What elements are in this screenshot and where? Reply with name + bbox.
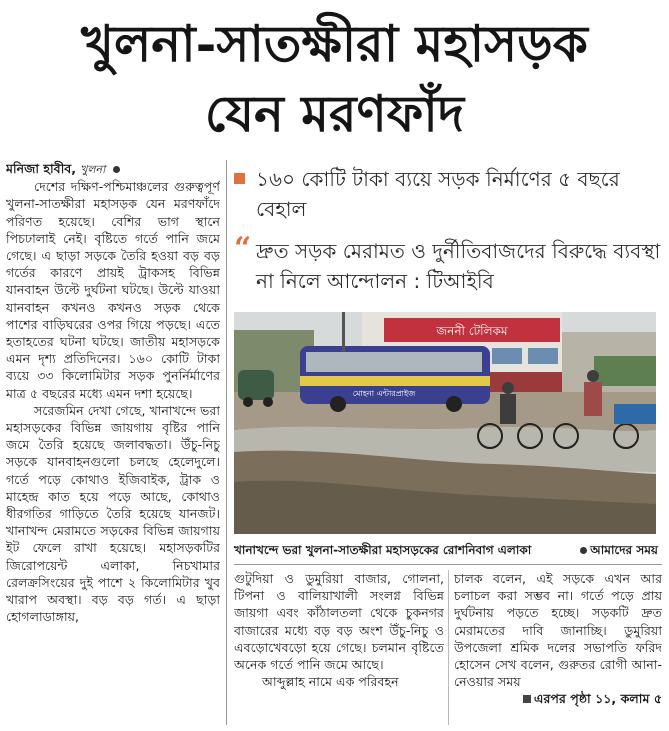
- byline-author: মনিজা হাবীব,: [6, 161, 77, 176]
- bus-text: মোহনা এন্টারপ্রাইজ: [352, 389, 416, 398]
- article-column-right: [454, 570, 662, 726]
- article-paragraph: সরেজমিন দেখা গেছে, খানাখন্দে ভরা মহাসড়কের বিভিন্ন জায়গায় বৃষ্টির পানি জমে তৈরি হয়েছে জলাবদ্ধতা। উঁচু-নিচু সড়কে যানবাহনগুলো চলছে হেলেদুলে। গর্তে পড়ে কোথাও ইজিবাইক, ট্রাক ও মাহেন্দ্র কাত হয়ে পড়ে আছে, কোথাও ধীরগতির গাড়িতে তৈরি হয়েছে যানজট। খানাখন্দ মেরামতে সড়কের বিভিন্ন জায়গায় ইট ফেলে রাখা হয়েছে। মহাসড়কটির জিরোপয়েন্ট এলাকা, নিচখামার রেলক্রসিংয়ের দুই পাশে ২ কিলোমিটার খুব খারাপ অবস্থা। বড় বড় গর্ত। এ ছাড়া হোগলাডাঙ্গায়,: [6, 402, 220, 625]
- jump-square-icon: [523, 695, 531, 703]
- news-photo: [234, 312, 656, 534]
- subheadline: [234, 231, 664, 296]
- article-paragraph: গুটুদিয়া ও ডুমুরিয়া বাজার, গোলনা, টিপনা ও বালিয়াখালী সংলগ্ন বিভিন্ন জায়গা এবং কাঁঠালতলা থেকে চুকনগর বাজারের মধ্যে বড় বড় অংশ উঁচু-নিচু ও এবড়োখেবড়ো হয়ে গেছে। চলমান বৃষ্টিতে অনেক গর্তে পানি জমে আছে।: [234, 571, 444, 673]
- article-column-left: [6, 160, 220, 726]
- byline-place: খুলনা: [80, 163, 106, 176]
- article-paragraph: চালক বলেন, এই সড়কে এখন আর চলাচল করা সম্ভব না। গর্তে পড়ে প্রায় দুর্ঘটনায় পড়তে হচ্ছে। সড়কটি দ্রুত মেরামতের দাবি জানাচ্ছি। ডুমুরিয়া উপজেলা শ্রমিক দলের সভাপতি ফরিদ হোসেন সেখ বলেন, গুরুতর রোগী আনা-নেওয়ার সময়: [454, 571, 662, 690]
- photo-caption: [234, 541, 662, 559]
- square-bullet-icon: [234, 173, 245, 184]
- column-divider: [226, 160, 227, 725]
- article-paragraph: দেশের দক্ষিণ-পশ্চিমাঞ্চলের গুরুত্বপূর্ণ খুলনা-সাতক্ষীরা মহাসড়ক যেন মরণফাঁদে পরিণত হয়েছে। বেশির ভাগ স্থানে পিচঢালাই নেই। বৃষ্টিতে গর্তে পানি জমে গেছে। এ ছাড়া সড়কে তৈরি হওয়া বড় বড় গর্তের কারণে প্রায়ই ট্রাকসহ বিভিন্ন যানবাহন উল্টে দুর্ঘটনা ঘটছে। উল্টে যাওয়া যানবাহন কখনও কখনও সড়ক থেকে পাশের বাড়িঘরের ওপর গিয়ে পড়ছে। এতে হতাহতের ঘটনা ঘটছে। জাতীয় মহাসড়কে এমন দৃশ্য প্রতিদিনের। ১৬০ কোটি টাকা ব্যয়ে ৩৩ কিলোমিটার সড়ক পুনর্নির্মাণের মাত্র ৫ বছরের মধ্যে এমন দশা হয়েছে।: [6, 179, 220, 401]
- subheadline: [234, 164, 664, 224]
- headline-line-2: যেন মরণফাঁদ: [204, 84, 465, 143]
- photo-credit: [580, 541, 658, 559]
- shop-sign-text: জননী টেলিকম: [436, 324, 508, 338]
- credit-bullet-icon: [580, 547, 587, 554]
- byline-bullet-icon: [113, 166, 120, 173]
- subheadline-text: ১৬০ কোটি টাকা ব্যয়ে সড়ক নির্মাণের ৫ বছরে বেহাল: [256, 167, 620, 221]
- credit-text: আমাদের সময়: [590, 543, 658, 557]
- jump-text: এরপর পৃষ্ঠা ১১, কলাম ৫: [533, 691, 662, 707]
- caption-divider: [234, 564, 662, 565]
- article-paragraph: আব্দুল্লাহ নামে এক পরিবহন: [262, 674, 399, 690]
- caption-text: খানাখন্দে ভরা খুলনা-সাতক্ষীরা মহাসড়কের রোশনিবাগ এলাকা: [234, 543, 532, 557]
- subheadline-text: দ্রুত সড়ক মেরামত ও দুর্নীতিবাজদের বিরুদ্ধে ব্যবস্থা না নিলে আন্দোলন : টিআইবি: [256, 239, 661, 293]
- article-column-middle: [234, 570, 444, 726]
- continued-jump[interactable]: [454, 690, 662, 707]
- quote-mark-icon: “: [234, 231, 252, 266]
- headline: [0, 0, 669, 150]
- headline-line-1: খুলনা-সাতক্ষীরা মহাসড়ক: [81, 14, 588, 73]
- column-divider: [448, 570, 449, 725]
